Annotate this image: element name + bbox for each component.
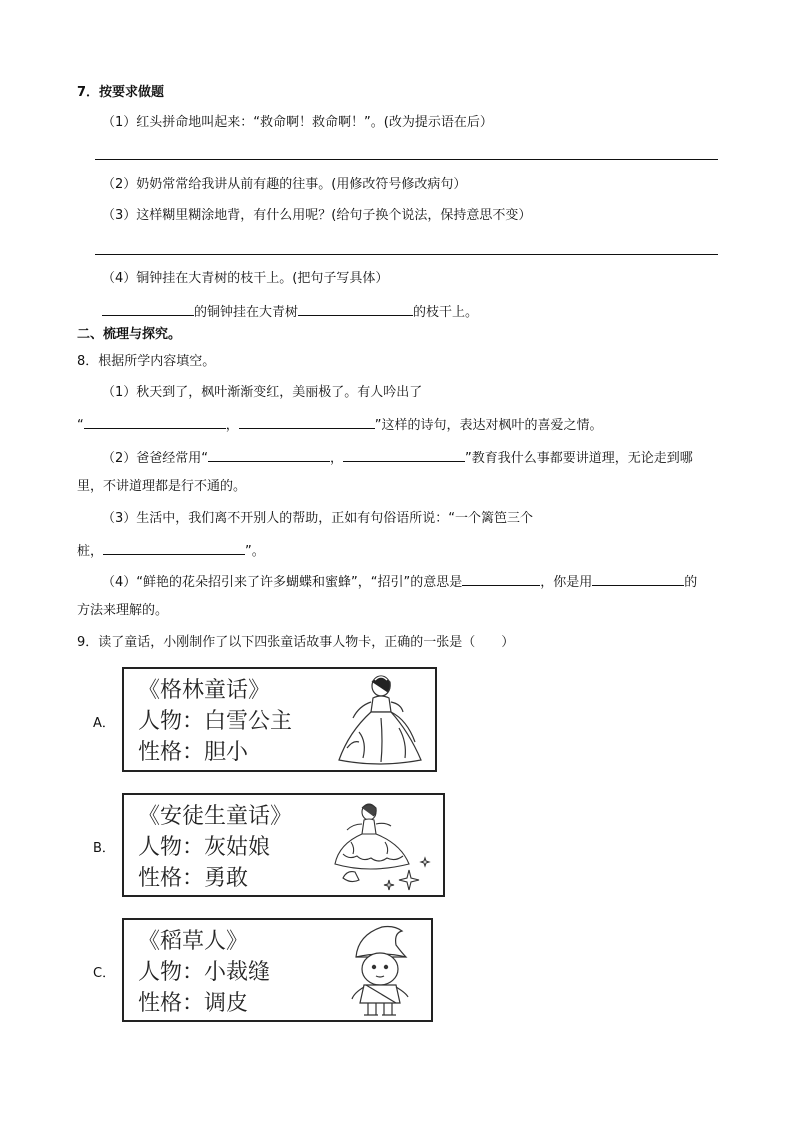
option-a-card[interactable] [122, 667, 437, 772]
option-b-trait: 性格：勇敢 [138, 866, 249, 891]
option-c-trait: 性格：调皮 [138, 991, 249, 1016]
q8-p2-blank-2[interactable] [343, 448, 465, 462]
q8-p1-open: “ [77, 418, 84, 433]
q7-item-1: （1）红头拼命地叫起来：“救命啊！救命啊！”。(改为提示语在后） [102, 115, 493, 130]
q8-p4-head: （4）“鲜艳的花朵招引来了许多蝴蝶和蜜蜂”，“招引”的意思是 [102, 575, 463, 590]
q7-fill-line [102, 302, 478, 321]
q7-item-4: （4）铜钟挂在大青树的枝干上。(把句子写具体） [102, 271, 389, 286]
q8-p4-blank-2[interactable] [592, 572, 684, 586]
option-a-book: 《格林童话》 [138, 678, 271, 703]
option-b-letter[interactable]: B． [93, 841, 115, 856]
q8-p1-line2 [77, 415, 603, 434]
q8-p1-tail: ”这样的诗句，表达对枫叶的喜爱之情。 [374, 418, 603, 433]
q8-p1-blank-2[interactable] [239, 415, 375, 429]
q7-blank-2[interactable] [298, 302, 413, 316]
q8-p2-comma: ， [330, 451, 344, 466]
little-tailor-illustration-icon [342, 923, 422, 1019]
q8-p4-line1 [102, 572, 697, 591]
q8-p2-head: （2）爸爸经常用“ [102, 451, 209, 466]
option-b-person: 人物：灰姑娘 [138, 835, 271, 860]
princess-illustration-icon [329, 672, 429, 768]
q8-p1-blank-1[interactable] [84, 415, 226, 429]
option-c-person: 人物：小裁缝 [138, 960, 271, 985]
q8-p1-comma: ， [225, 418, 239, 433]
q8-title: 8．根据所学内容填空。 [77, 354, 216, 369]
q7-item-2: （2）奶奶常常给我讲从前有趣的往事。(用修改符号修改病句） [102, 177, 467, 192]
option-c-letter[interactable]: C． [93, 966, 116, 981]
q8-p2-line2: 里，不讲道理都是行不通的。 [77, 479, 247, 494]
q7-item-3: （3）这样糊里糊涂地背，有什么用呢？(给句子换个说法，保持意思不变） [102, 208, 532, 223]
q7-answer-line-3[interactable] [95, 254, 718, 255]
q7-title: 7．按要求做题 [77, 85, 165, 100]
option-b-card[interactable] [122, 793, 445, 897]
q8-p3-line2 [77, 541, 265, 560]
q7-answer-line-1[interactable] [95, 159, 718, 160]
q8-p2-blank-1[interactable] [208, 448, 330, 462]
q8-p3-tail: ”。 [245, 544, 265, 559]
option-c-book: 《稻草人》 [138, 929, 249, 954]
q8-p3-line1: （3）生活中，我们离不开别人的帮助，正如有句俗语所说：“一个篱笆三个 [102, 511, 534, 526]
q7-fill-a: 的铜钟挂在大青树 [194, 305, 299, 320]
q8-p2-line1 [102, 448, 693, 467]
q9-title: 9．读了童话，小刚制作了以下四张童话故事人物卡，正确的一张是（ ） [77, 635, 515, 650]
q8-p2-tail: ”教育我什么事都要讲道理，无论走到哪 [465, 451, 693, 466]
option-b-book: 《安徒生童话》 [138, 804, 293, 829]
q8-p4-mid: ，你是用 [540, 575, 593, 590]
q7-fill-b: 的枝干上。 [413, 305, 479, 320]
q8-p3-blank[interactable] [103, 541, 245, 555]
q8-p4-line2: 方法来理解的。 [77, 603, 169, 618]
q8-p4-tail: 的 [684, 575, 698, 590]
option-c-card[interactable] [122, 918, 433, 1022]
q8-p4-blank-1[interactable] [462, 572, 540, 586]
option-a-trait: 性格：胆小 [138, 740, 249, 765]
option-a-letter[interactable]: A． [93, 716, 115, 731]
option-a-person: 人物：白雪公主 [138, 709, 293, 734]
cinderella-illustration-icon [329, 798, 439, 894]
q8-p3-head: 桩， [77, 544, 104, 559]
q8-p1-line1: （1）秋天到了，枫叶渐渐变红，美丽极了。有人吟出了 [102, 385, 423, 400]
q7-blank-1[interactable] [102, 302, 194, 316]
section-2-title: 二、梳理与探究。 [77, 327, 182, 342]
